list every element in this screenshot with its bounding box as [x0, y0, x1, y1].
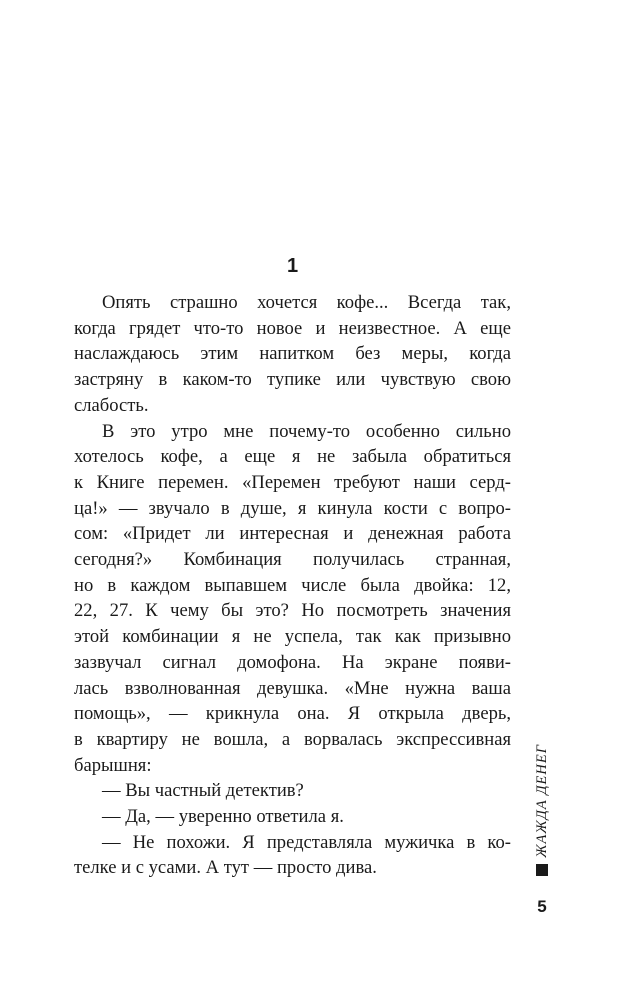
- text-line: слабость.: [74, 394, 149, 416]
- text-line: помощь», — крикнула она. Я открыла дверь,: [74, 703, 511, 725]
- text-line: зазвучал сигнал домофона. На экране появи-: [74, 651, 511, 673]
- text-line: В это утро мне почему-то особенно сильно: [102, 420, 511, 442]
- text-line: наслаждаюсь этим напитком без меры, когда: [74, 343, 511, 365]
- text-line: телке и с усами. А тут — просто дива.: [74, 857, 377, 879]
- text-line: лась взволнованная девушка. «Мне нужна ваша: [74, 677, 511, 699]
- dialogue-line: — Не похожи. Я представляла мужичка в ко-: [102, 831, 511, 853]
- text-line: но в каждом выпавшем числе была двойка: 12,: [74, 574, 511, 596]
- running-title-text: ЖАЖДА ДЕНЕГ: [533, 744, 550, 858]
- text-line: 22, 27. К чему бы это? Но посмотреть значения: [74, 600, 511, 622]
- dialogue-line: — Да, — уверенно ответила я.: [102, 806, 344, 828]
- text-line: сом: «Придет ли интересная и денежная работа: [74, 523, 511, 545]
- page-number: 5: [537, 897, 547, 916]
- text-line: этой комбинации я не успела, так как призывно: [74, 626, 511, 648]
- text-line: когда грядет что-то новое и неизвестное. А еще: [74, 317, 511, 339]
- square-marker-icon: [536, 864, 548, 876]
- chapter-number: 1: [286, 255, 299, 277]
- running-title: [528, 722, 556, 880]
- text-line: ца!» — звучало в душе, я кинула кости с вопро-: [74, 497, 511, 519]
- text-line: сегодня?» Комбинация получилась странная,: [74, 549, 511, 571]
- text-line: хотелось кофе, а еще я не забыла обратиться: [74, 446, 511, 468]
- text-line: к Книге перемен. «Перемен требуют наши серд-: [74, 471, 511, 493]
- body-text: [74, 290, 511, 881]
- text-line: в квартиру не вошла, а ворвалась экспрессивная: [74, 728, 511, 750]
- text-line: Опять страшно хочется кофе... Всегда так,: [102, 292, 511, 313]
- text-line: барышня:: [74, 754, 152, 776]
- text-line: застряну в каком-то тупике или чувствую свою: [74, 369, 511, 391]
- dialogue-line: — Вы частный детектив?: [102, 780, 304, 802]
